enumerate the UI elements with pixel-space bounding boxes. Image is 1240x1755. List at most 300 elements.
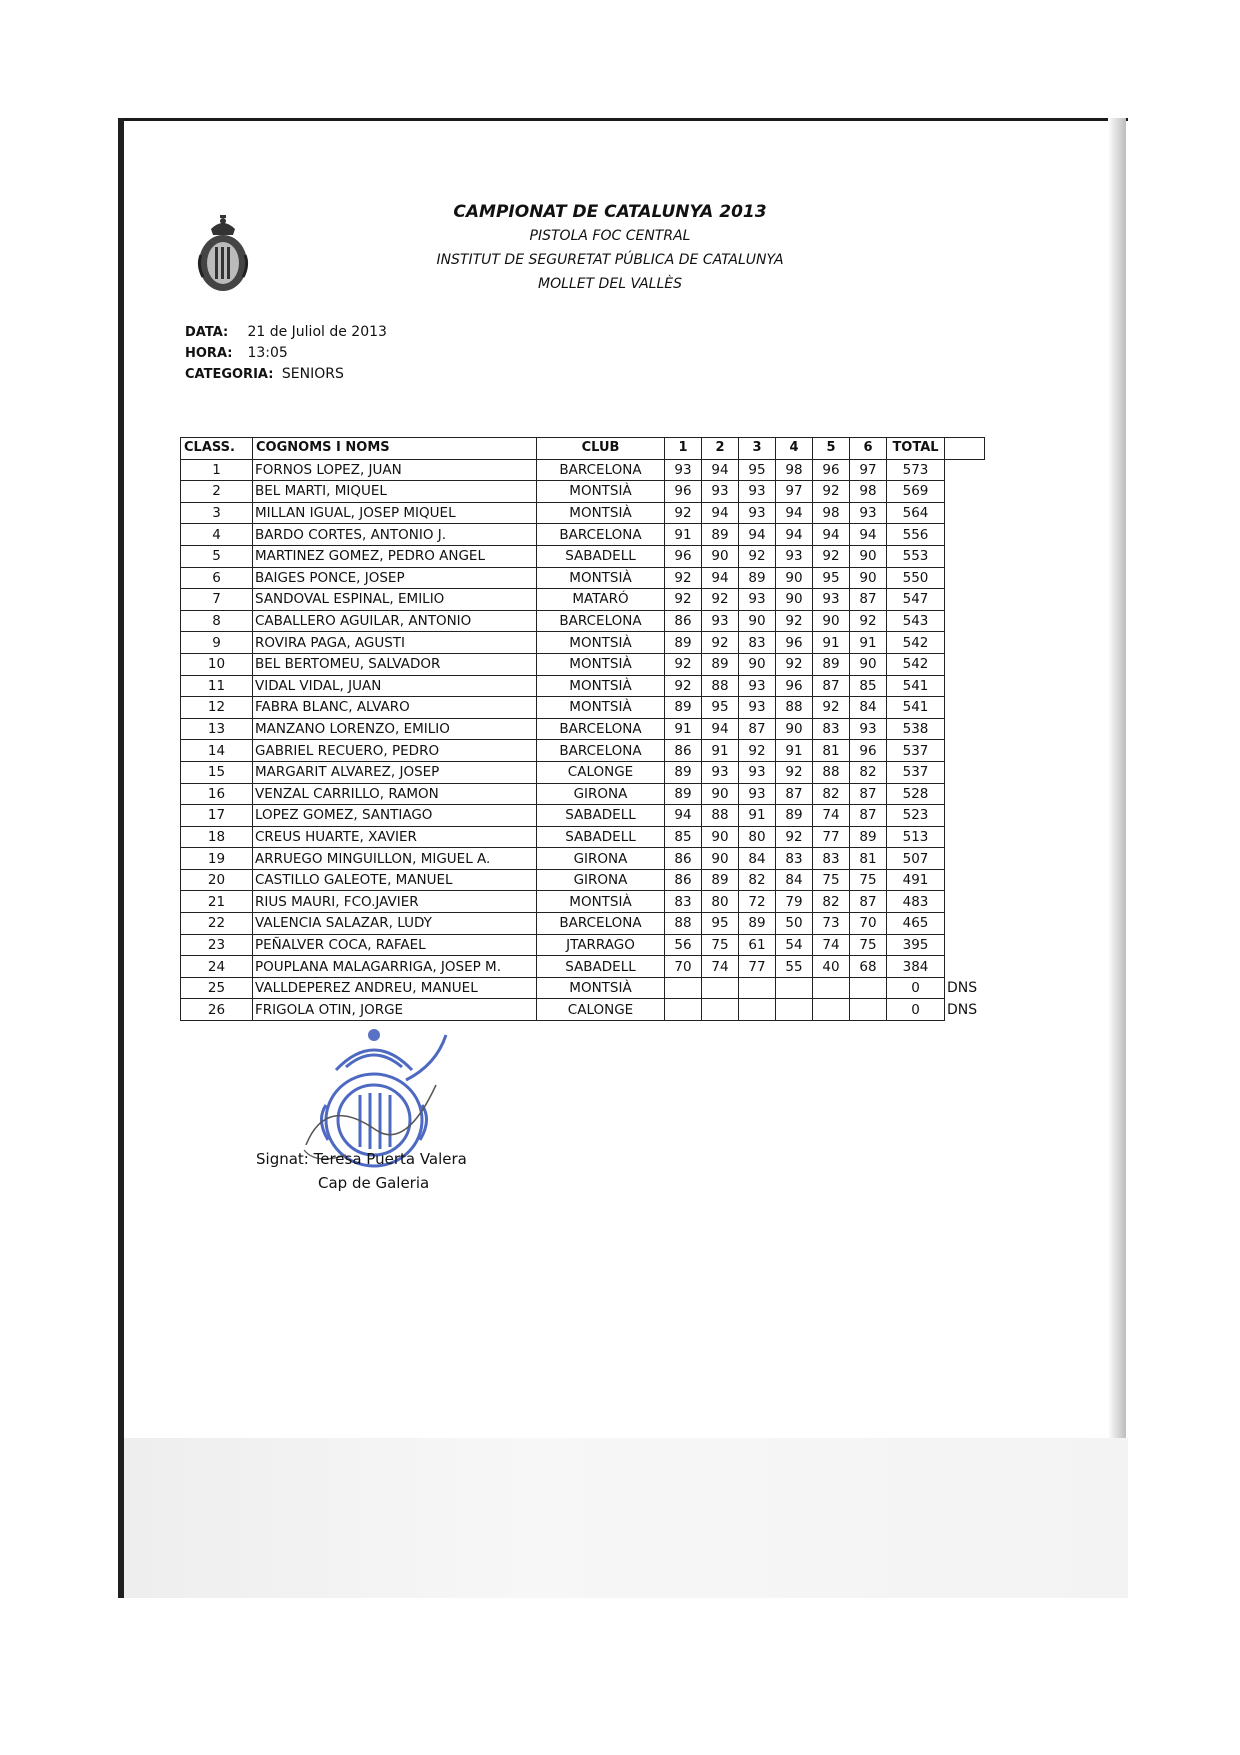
shooter-name-cell: BAIGES PONCE, JOSEP	[253, 567, 537, 589]
series-3-cell: 94	[739, 524, 776, 546]
note-cell: DNS	[947, 980, 978, 997]
series-3-cell: 89	[739, 913, 776, 935]
event-meta	[185, 322, 387, 385]
series-2-cell: 89	[702, 869, 739, 891]
series-4-cell: 96	[776, 632, 813, 654]
header-series-3: 3	[739, 438, 776, 460]
shooter-name-cell: PEÑALVER COCA, RAFAEL	[253, 934, 537, 956]
header-class: CLASS.	[181, 438, 253, 460]
series-1-cell: 93	[665, 459, 702, 481]
document-header	[340, 200, 880, 296]
series-3-cell: 93	[739, 675, 776, 697]
series-6-cell: 96	[850, 740, 887, 762]
table-row	[181, 481, 985, 503]
series-1-cell: 86	[665, 740, 702, 762]
rank-cell: 15	[181, 761, 253, 783]
shooter-name-cell: CABALLERO AGUILAR, ANTONIO	[253, 610, 537, 632]
series-2-cell: 88	[702, 805, 739, 827]
series-2-cell: 94	[702, 567, 739, 589]
header-note	[945, 438, 985, 460]
series-2-cell: 95	[702, 697, 739, 719]
series-1-cell: 94	[665, 805, 702, 827]
series-5-cell	[813, 999, 850, 1021]
shooter-name-cell: CREUS HUARTE, XAVIER	[253, 826, 537, 848]
total-cell: 507	[887, 848, 945, 870]
results-body	[181, 459, 985, 1020]
series-3-cell: 90	[739, 610, 776, 632]
championship-title: CAMPIONAT DE CATALUNYA 2013	[453, 202, 767, 222]
total-cell: 0	[887, 977, 945, 999]
series-2-cell: 74	[702, 956, 739, 978]
series-5-cell: 81	[813, 740, 850, 762]
club-cell: SABADELL	[537, 545, 665, 567]
series-1-cell: 89	[665, 783, 702, 805]
note-cell	[945, 589, 985, 611]
federation-crest-icon	[193, 215, 253, 295]
rank-cell: 20	[181, 869, 253, 891]
note-cell	[945, 956, 985, 978]
shooter-name-cell: VALENCIA SALAZAR, LUDY	[253, 913, 537, 935]
rank-cell: 12	[181, 697, 253, 719]
rank-cell: 4	[181, 524, 253, 546]
series-4-cell: 87	[776, 783, 813, 805]
shooter-name-cell: RIUS MAURI, FCO.JAVIER	[253, 891, 537, 913]
shooter-name-cell: CASTILLO GALEOTE, MANUEL	[253, 869, 537, 891]
results-table	[180, 437, 985, 1021]
table-row	[181, 848, 985, 870]
club-cell: BARCELONA	[537, 913, 665, 935]
shooter-name-cell: VALLDEPEREZ ANDREU, MANUEL	[253, 977, 537, 999]
shooter-name-cell: MARGARIT ALVAREZ, JOSEP	[253, 761, 537, 783]
club-cell: GIRONA	[537, 783, 665, 805]
header-name: COGNOMS I NOMS	[253, 438, 537, 460]
series-6-cell: 89	[850, 826, 887, 848]
series-3-cell: 93	[739, 697, 776, 719]
series-5-cell: 98	[813, 502, 850, 524]
series-3-cell: 93	[739, 761, 776, 783]
shooter-name-cell: MARTINEZ GOMEZ, PEDRO ANGEL	[253, 545, 537, 567]
note-cell	[945, 481, 985, 503]
club-cell: MONTSIÀ	[537, 502, 665, 524]
shooter-name-cell: VIDAL VIDAL, JUAN	[253, 675, 537, 697]
series-5-cell: 82	[813, 783, 850, 805]
shooter-name-cell: VENZAL CARRILLO, RAMON	[253, 783, 537, 805]
club-cell: GIRONA	[537, 869, 665, 891]
series-4-cell: 97	[776, 481, 813, 503]
total-cell: 556	[887, 524, 945, 546]
table-row	[181, 999, 985, 1021]
series-2-cell: 75	[702, 934, 739, 956]
total-cell: 465	[887, 913, 945, 935]
total-cell: 528	[887, 783, 945, 805]
total-cell: 395	[887, 934, 945, 956]
series-6-cell: 70	[850, 913, 887, 935]
header-series-5: 5	[813, 438, 850, 460]
series-5-cell	[813, 977, 850, 999]
club-cell: MONTSIÀ	[537, 567, 665, 589]
note-cell	[945, 653, 985, 675]
note-cell	[945, 524, 985, 546]
series-5-cell: 95	[813, 567, 850, 589]
series-1-cell: 92	[665, 502, 702, 524]
total-cell: 513	[887, 826, 945, 848]
series-2-cell	[702, 977, 739, 999]
series-3-cell: 77	[739, 956, 776, 978]
table-row	[181, 653, 985, 675]
series-2-cell	[702, 999, 739, 1021]
shooter-name-cell: MILLAN IGUAL, JOSEP MIQUEL	[253, 502, 537, 524]
series-5-cell: 94	[813, 524, 850, 546]
table-row	[181, 502, 985, 524]
table-row	[181, 545, 985, 567]
series-1-cell: 56	[665, 934, 702, 956]
shooter-name-cell: FRIGOLA OTIN, JORGE	[253, 999, 537, 1021]
note-cell	[945, 459, 985, 481]
series-4-cell: 91	[776, 740, 813, 762]
series-2-cell: 89	[702, 524, 739, 546]
note-cell	[945, 502, 985, 524]
total-cell: 538	[887, 718, 945, 740]
note-cell	[945, 913, 985, 935]
series-1-cell: 89	[665, 632, 702, 654]
series-1-cell: 92	[665, 653, 702, 675]
note-cell	[945, 848, 985, 870]
series-6-cell: 90	[850, 653, 887, 675]
rank-cell: 18	[181, 826, 253, 848]
series-2-cell: 90	[702, 545, 739, 567]
club-cell: BARCELONA	[537, 740, 665, 762]
total-cell: 491	[887, 869, 945, 891]
table-row	[181, 697, 985, 719]
note-cell	[945, 718, 985, 740]
rank-cell: 11	[181, 675, 253, 697]
shooter-name-cell: MANZANO LORENZO, EMILIO	[253, 718, 537, 740]
note-cell	[945, 610, 985, 632]
series-5-cell: 40	[813, 956, 850, 978]
series-1-cell: 86	[665, 848, 702, 870]
header-series-6: 6	[850, 438, 887, 460]
series-3-cell	[739, 999, 776, 1021]
series-4-cell: 90	[776, 718, 813, 740]
series-2-cell: 93	[702, 761, 739, 783]
shooter-name-cell: BARDO CORTES, ANTONIO J.	[253, 524, 537, 546]
club-cell: MONTSIÀ	[537, 977, 665, 999]
shooter-name-cell: FABRA BLANC, ALVARO	[253, 697, 537, 719]
time-value: 13:05	[247, 345, 288, 361]
series-3-cell: 80	[739, 826, 776, 848]
series-4-cell: 96	[776, 675, 813, 697]
total-cell: 573	[887, 459, 945, 481]
series-6-cell	[850, 977, 887, 999]
series-3-cell: 93	[739, 481, 776, 503]
rank-cell: 5	[181, 545, 253, 567]
series-3-cell: 92	[739, 545, 776, 567]
series-5-cell: 91	[813, 632, 850, 654]
note-cell	[945, 805, 985, 827]
series-4-cell: 92	[776, 761, 813, 783]
series-2-cell: 88	[702, 675, 739, 697]
signature-line: Signat: Teresa Puerta Valera	[256, 1150, 467, 1168]
shooter-name-cell: ROVIRA PAGA, AGUSTI	[253, 632, 537, 654]
series-4-cell: 98	[776, 459, 813, 481]
series-2-cell: 80	[702, 891, 739, 913]
date-value: 21 de Juliol de 2013	[247, 324, 387, 340]
note-cell	[945, 632, 985, 654]
rank-cell: 6	[181, 567, 253, 589]
series-3-cell: 87	[739, 718, 776, 740]
series-4-cell: 79	[776, 891, 813, 913]
series-3-cell: 89	[739, 567, 776, 589]
table-row	[181, 869, 985, 891]
series-2-cell: 89	[702, 653, 739, 675]
series-1-cell: 96	[665, 545, 702, 567]
club-cell: BARCELONA	[537, 524, 665, 546]
table-row	[181, 977, 985, 999]
series-2-cell: 91	[702, 740, 739, 762]
series-1-cell: 96	[665, 481, 702, 503]
series-1-cell: 91	[665, 524, 702, 546]
note-cell	[945, 891, 985, 913]
series-4-cell: 94	[776, 502, 813, 524]
series-5-cell: 96	[813, 459, 850, 481]
note-cell	[945, 761, 985, 783]
series-5-cell: 75	[813, 869, 850, 891]
discipline-title: PISTOLA FOC CENTRAL	[529, 228, 691, 244]
series-6-cell: 93	[850, 718, 887, 740]
series-6-cell: 97	[850, 459, 887, 481]
rank-cell: 24	[181, 956, 253, 978]
total-cell: 483	[887, 891, 945, 913]
series-1-cell: 89	[665, 697, 702, 719]
rank-cell: 2	[181, 481, 253, 503]
series-3-cell: 92	[739, 740, 776, 762]
series-1-cell: 85	[665, 826, 702, 848]
series-3-cell: 61	[739, 934, 776, 956]
category-row	[185, 364, 387, 385]
shooter-name-cell: ARRUEGO MINGUILLON, MIGUEL A.	[253, 848, 537, 870]
rank-cell: 26	[181, 999, 253, 1021]
series-3-cell: 93	[739, 783, 776, 805]
total-cell: 564	[887, 502, 945, 524]
series-5-cell: 74	[813, 934, 850, 956]
series-6-cell: 75	[850, 934, 887, 956]
rank-cell: 7	[181, 589, 253, 611]
series-2-cell: 94	[702, 502, 739, 524]
series-4-cell: 92	[776, 826, 813, 848]
rank-cell: 17	[181, 805, 253, 827]
rank-cell: 1	[181, 459, 253, 481]
series-3-cell: 90	[739, 653, 776, 675]
table-row	[181, 956, 985, 978]
date-label: DATA:	[185, 325, 229, 340]
rank-cell: 8	[181, 610, 253, 632]
series-2-cell: 92	[702, 589, 739, 611]
series-5-cell: 92	[813, 481, 850, 503]
series-2-cell: 92	[702, 632, 739, 654]
signature-role: Cap de Galeria	[318, 1174, 430, 1192]
category-label: CATEGORIA:	[185, 367, 274, 382]
series-6-cell: 85	[850, 675, 887, 697]
club-cell: CALONGE	[537, 999, 665, 1021]
series-6-cell: 90	[850, 567, 887, 589]
series-1-cell: 86	[665, 869, 702, 891]
shooter-name-cell: BEL MARTI, MIQUEL	[253, 481, 537, 503]
series-5-cell: 89	[813, 653, 850, 675]
series-3-cell: 93	[739, 589, 776, 611]
table-row	[181, 805, 985, 827]
series-1-cell: 86	[665, 610, 702, 632]
series-6-cell: 81	[850, 848, 887, 870]
total-cell: 542	[887, 653, 945, 675]
rank-cell: 3	[181, 502, 253, 524]
series-6-cell: 87	[850, 783, 887, 805]
series-4-cell	[776, 977, 813, 999]
shooter-name-cell: SANDOVAL ESPINAL, EMILIO	[253, 589, 537, 611]
header-series-4: 4	[776, 438, 813, 460]
rank-cell: 10	[181, 653, 253, 675]
header-series-1: 1	[665, 438, 702, 460]
shooter-name-cell: FORNOS LOPEZ, JUAN	[253, 459, 537, 481]
time-label: HORA:	[185, 346, 233, 361]
rank-cell: 22	[181, 913, 253, 935]
series-2-cell: 90	[702, 783, 739, 805]
series-6-cell: 87	[850, 589, 887, 611]
series-2-cell: 93	[702, 481, 739, 503]
series-5-cell: 82	[813, 891, 850, 913]
series-3-cell: 82	[739, 869, 776, 891]
table-row	[181, 675, 985, 697]
series-6-cell: 91	[850, 632, 887, 654]
club-cell: BARCELONA	[537, 459, 665, 481]
total-cell: 384	[887, 956, 945, 978]
venue-title: INSTITUT DE SEGURETAT PÚBLICA DE CATALUNYA	[436, 252, 784, 268]
series-5-cell: 77	[813, 826, 850, 848]
total-cell: 537	[887, 740, 945, 762]
series-1-cell: 92	[665, 675, 702, 697]
series-1-cell	[665, 977, 702, 999]
series-6-cell: 92	[850, 610, 887, 632]
table-row	[181, 567, 985, 589]
series-4-cell: 84	[776, 869, 813, 891]
scan-edge-right	[1108, 118, 1126, 1598]
scan-shadow-bottom	[124, 1438, 1128, 1598]
note-cell	[945, 934, 985, 956]
series-4-cell: 50	[776, 913, 813, 935]
shooter-name-cell: BEL BERTOMEU, SALVADOR	[253, 653, 537, 675]
series-4-cell: 89	[776, 805, 813, 827]
category-value: SENIORS	[281, 366, 344, 382]
rank-cell: 14	[181, 740, 253, 762]
rank-cell: 13	[181, 718, 253, 740]
note-cell	[945, 545, 985, 567]
series-6-cell: 94	[850, 524, 887, 546]
club-cell: BARCELONA	[537, 718, 665, 740]
scan-edge-left	[118, 118, 124, 1598]
series-6-cell: 84	[850, 697, 887, 719]
note-cell	[945, 567, 985, 589]
scan-edge-top	[118, 118, 1128, 121]
table-row	[181, 761, 985, 783]
series-5-cell: 90	[813, 610, 850, 632]
series-4-cell: 83	[776, 848, 813, 870]
club-cell: SABADELL	[537, 805, 665, 827]
series-2-cell: 94	[702, 459, 739, 481]
series-2-cell: 90	[702, 826, 739, 848]
series-3-cell: 83	[739, 632, 776, 654]
table-row	[181, 632, 985, 654]
note-cell	[945, 697, 985, 719]
table-row	[181, 718, 985, 740]
club-cell: GIRONA	[537, 848, 665, 870]
rank-cell: 16	[181, 783, 253, 805]
club-cell: MONTSIÀ	[537, 653, 665, 675]
series-5-cell: 87	[813, 675, 850, 697]
rank-cell: 19	[181, 848, 253, 870]
series-3-cell	[739, 977, 776, 999]
series-1-cell: 92	[665, 589, 702, 611]
rank-cell: 25	[181, 977, 253, 999]
header-series-2: 2	[702, 438, 739, 460]
series-5-cell: 93	[813, 589, 850, 611]
series-4-cell: 92	[776, 610, 813, 632]
table-row	[181, 610, 985, 632]
note-cell	[945, 740, 985, 762]
table-row	[181, 783, 985, 805]
table-row	[181, 524, 985, 546]
series-3-cell: 72	[739, 891, 776, 913]
series-4-cell: 92	[776, 653, 813, 675]
series-3-cell: 95	[739, 459, 776, 481]
note-cell	[945, 869, 985, 891]
series-1-cell: 89	[665, 761, 702, 783]
total-cell: 541	[887, 697, 945, 719]
total-cell: 537	[887, 761, 945, 783]
series-5-cell: 88	[813, 761, 850, 783]
series-6-cell: 90	[850, 545, 887, 567]
series-6-cell: 87	[850, 805, 887, 827]
total-cell: 541	[887, 675, 945, 697]
note-cell: DNS	[947, 1001, 978, 1018]
series-6-cell: 87	[850, 891, 887, 913]
club-cell: MONTSIÀ	[537, 632, 665, 654]
club-cell: MONTSIÀ	[537, 675, 665, 697]
series-1-cell: 92	[665, 567, 702, 589]
note-cell	[945, 783, 985, 805]
series-2-cell: 95	[702, 913, 739, 935]
total-cell: 523	[887, 805, 945, 827]
header-total: TOTAL	[887, 438, 945, 460]
series-1-cell	[665, 999, 702, 1021]
total-cell: 553	[887, 545, 945, 567]
series-4-cell: 54	[776, 934, 813, 956]
series-4-cell: 55	[776, 956, 813, 978]
note-cell	[945, 826, 985, 848]
club-cell: MONTSIÀ	[537, 481, 665, 503]
total-cell: 547	[887, 589, 945, 611]
total-cell: 543	[887, 610, 945, 632]
time-row	[185, 343, 387, 364]
table-row	[181, 459, 985, 481]
rank-cell: 9	[181, 632, 253, 654]
series-5-cell: 74	[813, 805, 850, 827]
total-cell: 0	[887, 999, 945, 1021]
header-club: CLUB	[537, 438, 665, 460]
table-header-row	[181, 438, 985, 460]
series-6-cell: 82	[850, 761, 887, 783]
shooter-name-cell: POUPLANA MALAGARRIGA, JOSEP M.	[253, 956, 537, 978]
series-3-cell: 93	[739, 502, 776, 524]
date-row	[185, 322, 387, 343]
